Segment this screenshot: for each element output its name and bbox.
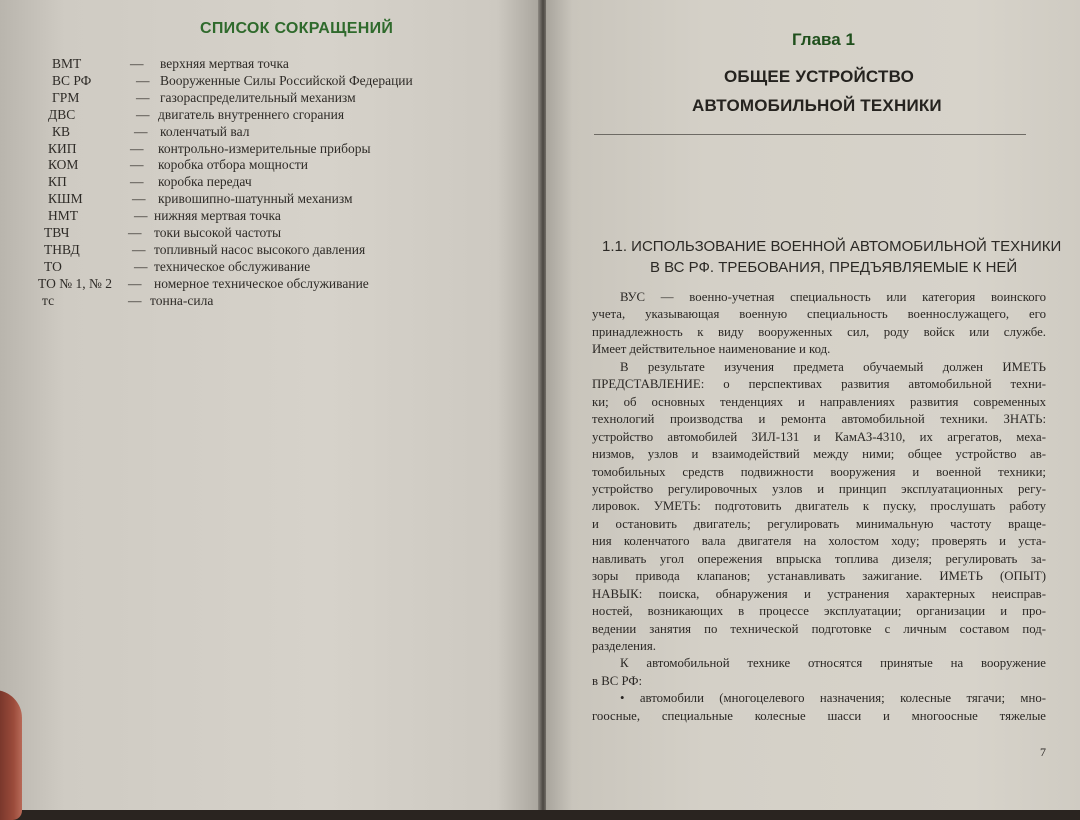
abbreviation-term: ТО [44,258,62,274]
abbreviation-row [0,225,540,242]
abbreviation-dash: — [136,72,150,88]
abbreviation-row [0,73,540,90]
abbreviation-dash: — [132,191,146,207]
abbreviation-row [0,259,540,276]
abbreviation-term: ТО № 1, № 2 [38,275,112,291]
abbreviation-term: КОМ [48,157,79,173]
abbreviation-term: НМТ [48,208,78,224]
abbreviation-definition: двигатель внутреннего сгорания [158,106,345,122]
body-line: устройство автомобилей ЗИЛ-131 и КамАЗ-4310, их агрегатов, меха- [592,429,1046,444]
body-line: учета, указывающая военную специальность военнослужащего, его [592,307,1046,322]
abbreviation-definition: токи высокой частоты [154,225,282,240]
abbreviation-definition: газораспределительный механизм [160,89,356,105]
abbreviation-dash: — [130,174,144,190]
abbreviation-term: ВС РФ [52,72,92,88]
abbreviation-term: ТВЧ [44,225,70,240]
abbreviation-term: тс [42,292,55,308]
abbreviation-term: КП [48,174,67,190]
abbreviation-row [0,90,540,107]
abbreviation-definition: техническое обслуживание [154,258,311,274]
abbreviation-dash: — [132,241,146,257]
abbreviation-definition: Вооруженные Силы Российской Федерации [160,72,413,88]
body-line: разделения. [592,639,656,653]
body-line: ния коленчатого вала двигателя на холостом ходу; проверять и уста- [592,534,1046,549]
abbreviation-term: КВ [52,123,71,139]
abbreviation-row [0,141,540,158]
abbreviation-definition: тонна-сила [150,292,214,308]
abbreviation-definition: нижняя мертвая точка [154,208,281,224]
abbreviation-term: КШМ [48,191,83,207]
body-line: НАВЫК: поиска, обнаружения и устранения характерных неисправ- [592,586,1046,601]
left-page [0,0,540,810]
abbreviation-term: ТНВД [44,241,80,257]
body-line: низмов, узлов и взаимодействий между ними; общее устройство ав- [592,447,1046,462]
body-line: Имеет действительное наименование и код. [592,342,831,357]
abbreviation-row [0,56,540,73]
body-line: К автомобильной технике относятся принятые на вооружение [620,656,1046,671]
abbreviation-dash: — [134,208,148,224]
abbreviation-dash: — [134,258,148,274]
body-line: ки; об основных тенденциях и направлениях развития современных [592,394,1046,409]
abbreviation-row [0,276,540,293]
body-line: и остановить двигатель; регулировать минимальную частоту враще- [592,516,1046,531]
abbreviation-dash: — [130,157,144,173]
page-number: 7 [1040,745,1046,759]
section-title-line2: В ВС РФ. ТРЕБОВАНИЯ, ПРЕДЪЯВЛЯЕМЫЕ К НЕЙ [650,259,1018,276]
chapter-title-line1: ОБЩЕЕ УСТРОЙСТВО [724,67,915,86]
right-page [546,0,1080,810]
abbreviation-row [0,174,540,191]
abbreviation-dash: — [130,56,144,71]
body-line: гоосные, специальные колесные шасси и многоосные тяжелые [592,708,1046,723]
abbreviation-definition: коленчатый вал [160,123,250,139]
chapter-title-line2: АВТОМОБИЛЬНОЙ ТЕХНИКИ [692,96,942,115]
abbreviation-definition: номерное техническое обслуживание [154,275,369,291]
abbreviation-row [0,242,540,259]
abbreviation-term: ВМТ [52,56,82,71]
abbreviation-dash: — [134,123,148,139]
body-line: томобильных средств подвижности вооружения и военной техники; [592,464,1046,479]
section-title-line1: 1.1. ИСПОЛЬЗОВАНИЕ ВОЕННОЙ АВТОМОБИЛЬНОЙ ТЕХНИКИ [602,238,1062,255]
abbreviation-dash: — [128,292,142,308]
body-line: В результате изучения предмета обучаемый должен ИМЕТЬ [620,359,1046,374]
body-line: лировок. УМЕТЬ: подготовить двигатель к пуску, прослушать работу [592,499,1046,514]
body-line: ностей, возникающих в процессе эксплуатации; организации и про- [592,604,1046,619]
abbreviation-dash: — [136,89,150,105]
abbreviation-row [0,191,540,208]
abbreviation-row [0,157,540,174]
abbreviation-term: КИП [48,140,77,156]
abbreviation-dash: — [130,140,144,156]
abbreviation-definition: коробка отбора мощности [158,157,309,173]
abbreviation-row [0,124,540,141]
abbreviation-definition: коробка передач [158,174,252,190]
abbreviation-row [0,208,540,225]
abbreviation-definition: топливный насос высокого давления [154,241,366,257]
abbreviation-dash: — [136,106,150,122]
body-line: ВУС — военно-учетная специальность или категория воинского [620,290,1046,304]
abbreviation-definition: контрольно-измерительные приборы [158,140,371,156]
finger [0,690,22,820]
body-line: зоры привода клапанов; устанавливать зажигание. ИМЕТЬ (ОПЫТ) [592,569,1046,584]
abbreviation-row [0,293,540,310]
body-line: ведении занятия по технической подготовке с личным составом под- [592,621,1046,636]
abbreviation-dash: — [128,275,142,291]
abbreviation-dash: — [128,225,142,240]
abbreviations-title: СПИСОК СОКРАЩЕНИЙ [200,20,394,37]
abbreviation-definition: кривошипно-шатунный механизм [158,191,353,207]
body-line: технологий производства и ремонта автомобильной техники. ЗНАТЬ: [592,412,1046,427]
body-line: устройство регулировочных узлов и принцип эксплуатационных регу- [592,481,1046,496]
body-line: • автомобили (многоцелевого назначения; колесные тягачи; мно- [620,691,1046,706]
abbreviation-definition: верхняя мертвая точка [160,56,289,71]
body-line: ПРЕДСТАВЛЕНИЕ: о перспективах развития автомобильной техни- [592,377,1046,392]
abbreviation-term: ДВС [48,106,76,122]
abbreviation-term: ГРМ [52,89,80,105]
chapter-divider [594,134,1026,135]
body-line: навливать угол опережения впрыска топлива дизеля; регулировать за- [592,551,1046,566]
chapter-label: Глава 1 [792,30,855,49]
abbreviation-row [0,107,540,124]
body-line: принадлежность к виду вооруженных сил, роду войск или службе. [592,324,1046,339]
body-line: в ВС РФ: [592,673,643,688]
